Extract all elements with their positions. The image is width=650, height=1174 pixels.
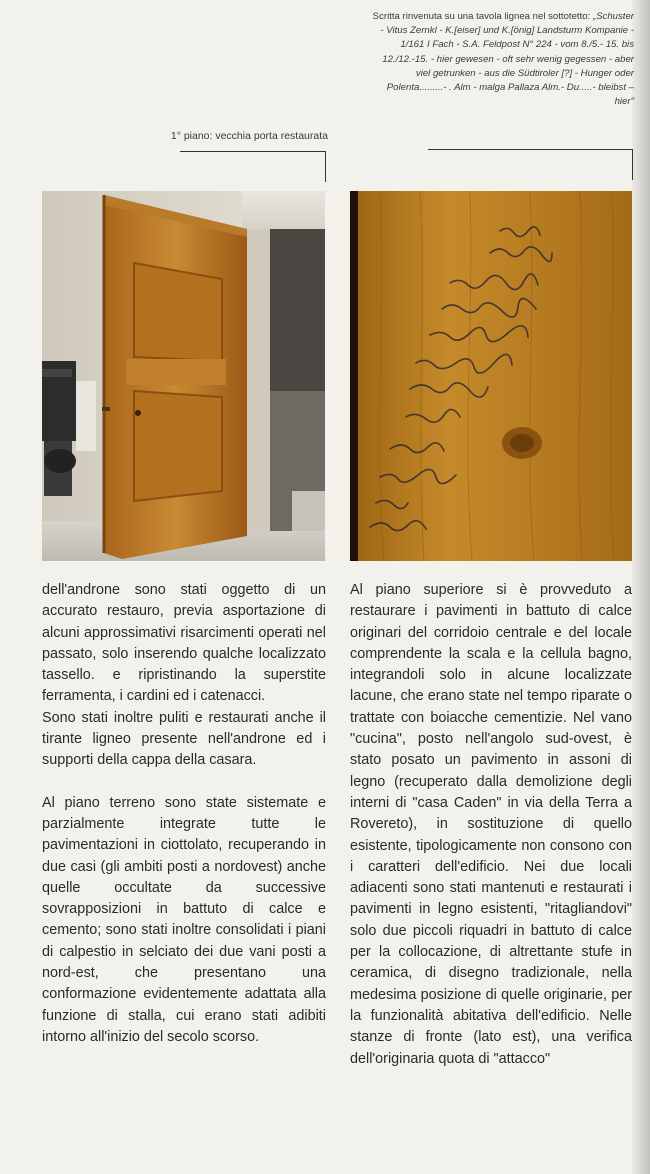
text-column-left <box>42 580 326 1048</box>
left-paragraph-1: dell'androne sono stati oggetto di un accurato restauro, previa asportazione di alcuni approssimativi risarcimenti operati nel passato, solo inserendo qualche localizzato tassello. e ripristinando la superstite ferramenta, i cardini ed i catenacci. <box>42 582 326 705</box>
inscription-caption-leader <box>428 149 633 180</box>
text-column-right <box>350 580 632 1070</box>
door-photo-illustration <box>42 191 325 561</box>
left-paragraph-3: Al piano terreno sono state sistemate e parzialmente integrate tutte le pavimentazioni in ciottolato, recuperando in due casi (gli ambiti posti a nordovest) anche quelle occultate da successive sovrapposizioni in battuto di calce e cemento; sono stati inoltre consolidati i piani di calpestio in selciato dei due vani posti a nord-est, che presentano una conformazione evidentemente adattata alla funzione di stalla, cui erano stati adibiti intorno all'inizio del secolo scorso. <box>42 794 326 1045</box>
page-edge-shadow <box>632 0 650 1174</box>
inscription-caption <box>372 10 634 109</box>
right-paragraph-1: Al piano superiore si è provveduto a restaurare i pavimenti in battuto di calce originari del corridoio centrale e del locale comprendente la scala e la cellula bagno, integrandoli solo in alcune localizzate lacune, che erano state nel tempo riparate o trattate con boiacche cementizie. Nel vano "cucina", posto nell'angolo sud-ovest, è stato posato un pavimento in assoni di legno (recuperato dalla demolizione degli interni di "casa Caden" in via della Terra a Rovereto), in sostituzione di quello esistente, tipologicamente non consono con i caratteri dell'edificio. Nei due locali adiacenti sono stati mantenuti e restaurati i pavimenti in legno esistenti, "ritagliandovi" solo due piccoli riquadri in battuto di calce per la collocazione, di altrettante stufe in ceramica, di disegno tradizionale, nella medesima posizione di quelle originarie, per la funzionalità abitativa dell'edificio. Nelle stanze di fronte (lato est), una verifica dell'originaria quota di "attacco" <box>350 582 632 1067</box>
door-caption-leader <box>180 151 326 182</box>
inscription-photo <box>350 191 632 561</box>
inscription-caption-intro: Scritta rinvenuta su una tavola lignea nel sottotetto: <box>372 11 593 22</box>
left-paragraph-2: Sono stati inoltre puliti e restaurati anche il tirante ligneo presente nell'androne ed i supporti della cappa della casara. <box>42 709 326 769</box>
door-photo <box>42 191 325 561</box>
inscription-caption-text: „Schuster - Vitus Zernkl - K.[eiser] und K.[önig] Landsturm Kompanie - 1/161 I Fach - S.A. Feldpost N° 224 - vom 8./5.- 15. bis 12./12.-15. - hier gewesen - oft sehr wenig gegessen - aber viel getrunken - aus die Südtiroler [?] - Hunger oder Polenta.........- . Alm - malga Pallaza Alm.- Du.....- bleibst – hier" <box>380 11 634 108</box>
inscription-photo-illustration <box>350 191 632 561</box>
paragraph-gap <box>42 772 326 793</box>
door-caption: 1° piano: vecchia porta restaurata <box>170 130 328 142</box>
